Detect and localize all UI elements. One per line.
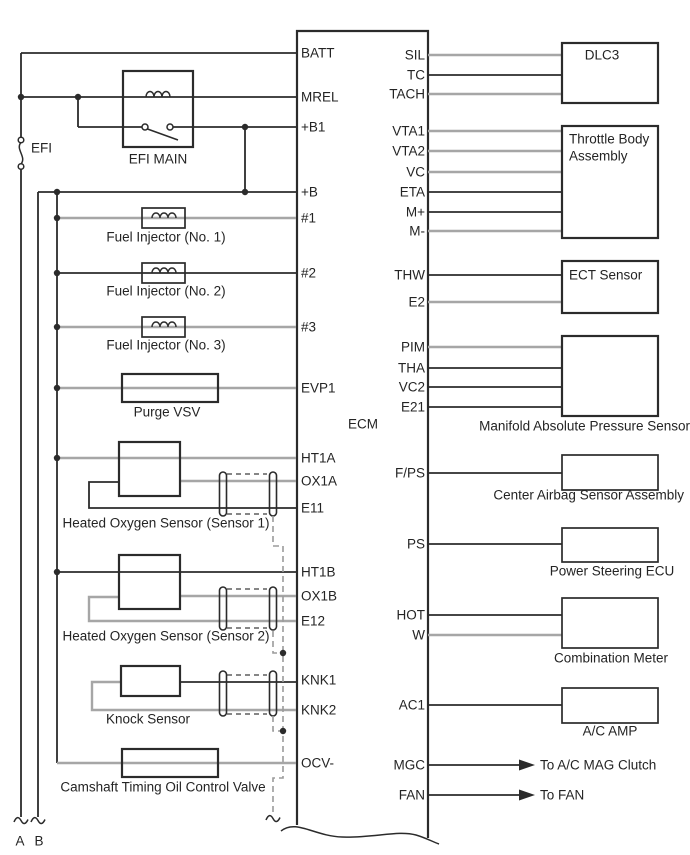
component-label-ac-amp: A/C AMP	[582, 723, 638, 739]
pin-label-ac1: AC1	[398, 697, 425, 713]
junction-dot	[54, 569, 60, 575]
power-circuit-wires	[18, 53, 296, 817]
pin-label-evp1: EVP1	[301, 380, 336, 396]
pin-label-e21: E21	[400, 399, 425, 415]
pin-label-sil: SIL	[404, 47, 425, 63]
pin-label-thw: THW	[394, 267, 425, 283]
page-connector-label-a: A	[15, 833, 25, 849]
knock-sensor-box	[121, 666, 180, 696]
pin-label-inj3: #3	[301, 319, 317, 335]
pin-label-knk1: KNK1	[301, 672, 337, 688]
center-airbag-box	[562, 455, 658, 490]
pin-label-ht1b: HT1B	[301, 564, 336, 580]
component-label-fuel-injector-2: Fuel Injector (No. 2)	[106, 283, 226, 299]
pin-label-vta1: VTA1	[392, 123, 425, 139]
pin-label-ps: PS	[406, 536, 425, 552]
component-label-heated-oxygen-sensor-2: Heated Oxygen Sensor (Sensor 2)	[62, 628, 270, 644]
component-label-purge-vsv: Purge VSV	[133, 404, 201, 420]
pin-label-eta: ETA	[399, 184, 425, 200]
shield-tie-sensor2	[273, 631, 283, 653]
pin-label-batt: BATT	[301, 45, 335, 61]
pin-label-pim: PIM	[400, 339, 425, 355]
pin-label-e2: E2	[408, 294, 425, 310]
pin-label-b1: +B1	[301, 119, 326, 135]
pin-label-m-plus: M+	[405, 204, 425, 220]
page-connector-label-b: B	[34, 833, 44, 849]
pin-label-m-minus: M-	[409, 223, 425, 239]
pin-label-inj2: #2	[301, 265, 317, 281]
junction-dot	[242, 124, 248, 130]
shield-connector-oval	[270, 587, 277, 630]
efi-main-relay	[123, 71, 193, 147]
component-label-center-airbag: Center Airbag Sensor Assembly	[493, 487, 684, 503]
component-label-fuel-injector-1: Fuel Injector (No. 1)	[106, 229, 226, 245]
camshaft-ocv-circuit	[57, 749, 296, 777]
pin-label-tach: TACH	[389, 86, 425, 102]
component-label-efi-main-relay: EFI MAIN	[128, 151, 188, 167]
component-label-knock-sensor: Knock Sensor	[105, 711, 191, 727]
pin-label-fps: F/PS	[394, 465, 425, 481]
pin-label-hot: HOT	[396, 607, 425, 623]
pin-label-mgc: MGC	[393, 757, 425, 773]
page-break-symbols	[14, 816, 280, 824]
arrowhead-icon	[519, 760, 535, 771]
pin-label-ox1b: OX1B	[301, 588, 338, 604]
label-to-ac-mag-clutch: To A/C MAG Clutch	[540, 757, 657, 773]
pin-label-fan: FAN	[398, 787, 425, 803]
junction-dot	[18, 94, 24, 100]
component-label-power-steering-ecu: Power Steering ECU	[549, 563, 675, 579]
heated-oxygen-sensor-1-circuit	[54, 442, 296, 516]
pin-label-inj1: #1	[301, 210, 317, 226]
heated-oxygen-sensor-2-circuit	[54, 555, 296, 630]
ecm-title: ECM	[348, 416, 378, 432]
label-to-fan: To FAN	[540, 787, 585, 803]
shield-connector-oval	[220, 587, 227, 630]
map-sensor-box	[562, 336, 658, 416]
junction-dot	[54, 385, 60, 391]
shield-junction-dot	[280, 650, 286, 656]
heated-oxygen-sensor-1-box	[119, 442, 180, 496]
pin-label-e12: E12	[301, 613, 326, 629]
junction-dot	[54, 215, 60, 221]
pin-label-vc2: VC2	[398, 379, 425, 395]
pin-label-vc: VC	[406, 164, 425, 180]
pin-label-vta2: VTA2	[392, 143, 425, 159]
combination-meter-box	[562, 598, 658, 648]
power-steering-ecu-box	[562, 528, 658, 562]
component-label-throttle-body-line1: Throttle Body	[569, 131, 650, 147]
junction-dot	[242, 189, 248, 195]
break-tilde-icon	[31, 818, 45, 824]
knock-sensor-circuit	[92, 666, 296, 716]
shield-junction-dot	[280, 728, 286, 734]
component-label-dlc3: DLC3	[584, 47, 620, 63]
pin-label-tc: TC	[407, 67, 425, 83]
efi-main-relay-box	[123, 71, 193, 147]
junction-dot	[54, 189, 60, 195]
efi-fuse-icon	[18, 137, 24, 169]
junction-dot	[54, 455, 60, 461]
purge-vsv-circuit	[54, 374, 296, 402]
junction-dot	[75, 94, 81, 100]
shield-connector-oval	[270, 472, 277, 516]
shield-connector-oval	[220, 472, 227, 516]
component-label-efi-fuse: EFI	[31, 140, 53, 156]
pin-label-e11: E11	[301, 500, 325, 516]
shield-ground-line	[273, 516, 283, 814]
ac-amp-box	[562, 688, 658, 723]
component-label-map-sensor: Manifold Absolute Pressure Sensor	[479, 418, 690, 434]
component-label-heated-oxygen-sensor-1: Heated Oxygen Sensor (Sensor 1)	[62, 515, 270, 531]
pin-label-knk2: KNK2	[301, 702, 337, 718]
component-label-camshaft-ocv: Camshaft Timing Oil Control Valve	[60, 779, 266, 795]
break-tilde-icon	[266, 816, 280, 822]
pin-label-tha: THA	[398, 360, 425, 376]
fuel-injector-circuits	[54, 208, 296, 337]
shield-ground-dashed-run	[273, 516, 286, 814]
component-label-fuel-injector-3: Fuel Injector (No. 3)	[106, 337, 226, 353]
pin-label-ht1a: HT1A	[301, 450, 336, 466]
ecm-bottom-break-wave	[281, 827, 439, 844]
break-tilde-icon	[14, 818, 28, 824]
heated-oxygen-sensor-2-box	[119, 555, 180, 609]
arrowhead-icon	[519, 790, 535, 801]
junction-dot	[54, 324, 60, 330]
relay-switch-icon	[142, 124, 178, 140]
pin-label-ocv: OCV-	[301, 755, 335, 771]
component-label-throttle-body-line2: Assembly	[569, 148, 628, 164]
component-label-combination-meter: Combination Meter	[553, 650, 669, 666]
junction-dot	[54, 270, 60, 276]
pin-label-b: +B	[301, 184, 318, 200]
pin-label-w: W	[412, 627, 425, 643]
pin-label-ox1a: OX1A	[301, 473, 338, 489]
component-label-ect-sensor: ECT Sensor	[569, 267, 643, 283]
pin-label-mrel: MREL	[301, 89, 339, 105]
